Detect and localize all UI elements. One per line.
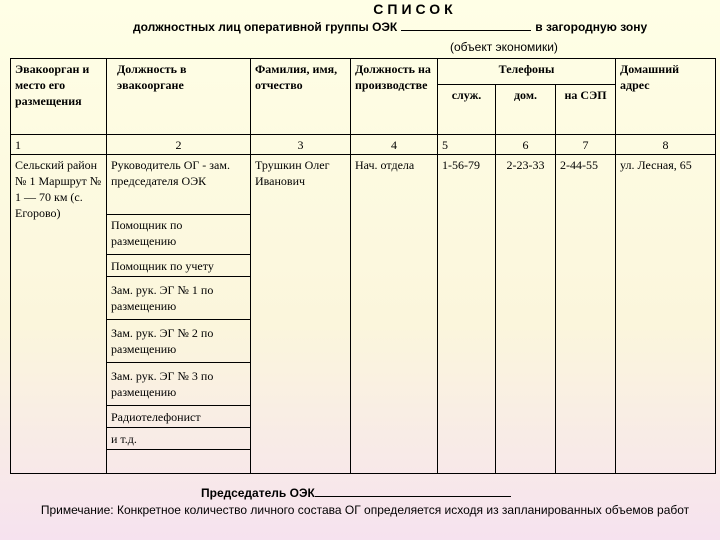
- signature-blank: [315, 486, 511, 497]
- header-phone-work: служ.: [438, 85, 496, 135]
- subtitle-left: должностных лиц оперативной группы ОЭК: [133, 20, 398, 34]
- header-phone-sep: на СЭП: [556, 85, 616, 135]
- cell-phone-sep: 2-44-55: [556, 155, 616, 474]
- cell-phone-work: 1-56-79: [438, 155, 496, 474]
- object-note: (объект экономики): [450, 40, 558, 54]
- header-phone-home: дом.: [496, 85, 556, 135]
- cell-phone-home: 2-23-33: [496, 155, 556, 474]
- header-phones: Телефоны: [438, 59, 616, 85]
- col-number: 8: [616, 135, 716, 155]
- cell-post-empty: [107, 450, 251, 474]
- cell-post: Руководитель ОГ - зам. председателя ОЭК: [107, 155, 251, 215]
- cell-post: Зам. рук. ЭГ № 1 по размещению: [107, 277, 251, 320]
- col-number: 1: [11, 135, 107, 155]
- cell-post: Зам. рук. ЭГ № 2 по размещению: [107, 320, 251, 363]
- cell-post: и т.д.: [107, 428, 251, 450]
- col-number: 2: [107, 135, 251, 155]
- chairman-label: Председатель ОЭК: [201, 486, 315, 500]
- chairman-signature-line: [201, 486, 511, 500]
- subtitle-right: в загородную зону: [535, 20, 648, 34]
- cell-name: Трушкин Олег Иванович: [251, 155, 351, 474]
- col-number: 3: [251, 135, 351, 155]
- document-subtitle: [133, 20, 720, 34]
- col-number: 6: [496, 135, 556, 155]
- col-number: 7: [556, 135, 616, 155]
- cell-post: Помощник по размещению: [107, 215, 251, 255]
- cell-address: ул. Лесная, 65: [616, 155, 716, 474]
- cell-post: Помощник по учету: [107, 255, 251, 277]
- cell-job: Нач. отдела: [351, 155, 438, 474]
- header-name: Фамилия, имя, отчество: [251, 59, 351, 135]
- object-blank-line: [401, 20, 531, 31]
- header-job: Должность на производстве: [351, 59, 438, 135]
- col-number: 5: [438, 135, 496, 155]
- cell-post: Зам. рук. ЭГ № 3 по размещению: [107, 363, 251, 406]
- document-title: СПИСОК: [373, 1, 457, 17]
- col-number: 4: [351, 135, 438, 155]
- header-evac: Эвакоорган и место его размещения: [11, 59, 107, 135]
- footer-note: Примечание: Конкретное количество личного состава ОГ определяется исходя из запланированных объемов работ: [40, 503, 690, 517]
- cell-evac: Сельский район № 1 Маршрут № 1 — 70 км (с. Егорово): [11, 155, 107, 474]
- header-post: Должность в эвакооргане: [107, 59, 251, 135]
- personnel-table: [10, 58, 716, 474]
- header-address: Домашний адрес: [616, 59, 716, 135]
- cell-post: Радиотелефонист: [107, 406, 251, 428]
